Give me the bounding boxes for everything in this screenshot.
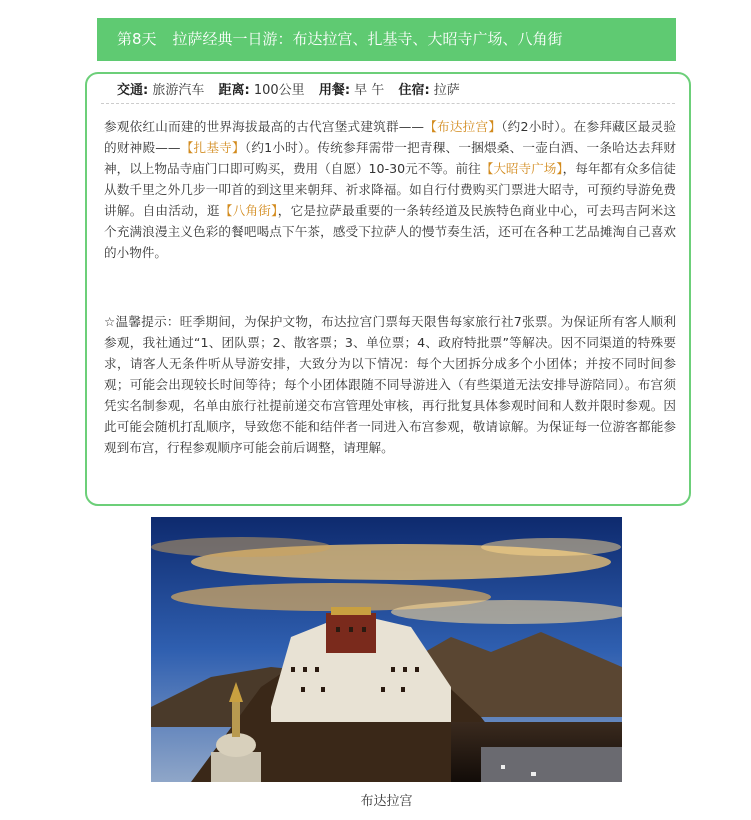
day-banner bbox=[97, 18, 676, 61]
transport-value: 旅游汽车 bbox=[152, 83, 205, 98]
highlight-barkhor: 【八角街】 bbox=[219, 203, 278, 218]
potala-photo bbox=[151, 517, 622, 782]
highlight-potala: 【布达拉宫】 bbox=[424, 119, 502, 134]
itinerary-paragraph bbox=[104, 116, 676, 263]
distance-value: 100公里 bbox=[253, 83, 305, 98]
highlight-zhaji: 【扎基寺】 bbox=[180, 140, 245, 155]
meta-row bbox=[117, 82, 470, 100]
day-title: 拉萨经典一日游：布达拉宫、扎基寺、大昭寺广场、八角街 bbox=[172, 30, 563, 48]
meals-value: 早 午 bbox=[354, 83, 385, 98]
paragraph-text: （约2小时）。在参拜藏区最灵验的财神殿—— bbox=[104, 119, 677, 155]
paragraph-text: ，每年都有众多信徒从数千里之外几步一叩首的到这里来朝拜、祈求降福。如自行付费购买门票进大昭寺，可预约导游免费讲解。自由活动，逛 bbox=[104, 161, 676, 218]
highlight-jokhang-square: 【大昭寺广场】 bbox=[480, 161, 563, 176]
photo-caption: 布达拉宫 bbox=[360, 794, 413, 809]
paragraph-text: （约1小时）。传统参拜需带一把青稞、一捆煨桑、一壶白酒、一条哈达去拜财神，以上物品寺庙门口即可购买，费用（自愿）10-30元不等。前往 bbox=[104, 140, 677, 176]
potala-palace-image bbox=[151, 517, 622, 782]
tips-paragraph: ☆温馨提示：旺季期间，为保护文物，布达拉宫门票每天限售每家旅行社7张票。为保证所有客人顺利参观，我社通过“1、团队票；2、散客票；3、单位票；4、政府特批票”等解决。因不同渠道的特殊要求，请客人无条件听从导游安排，大致分为以下情况：每个大团拆分成多个小团体；并按不同时间参观；可能会出现较长时间等待；每个小团体跟随不同导游进入（有些渠道无法安排导游陪同）。布宫须凭实名制参观，名单由旅行社提前递交布宫管理处审核，再行批复具体参观时间和人数并限时参观。因此可能会随机打乱顺序，导致您不能和结伴者一同进入布宫参观，敬请谅解。为保证每一位游客都能参观到布宫，行程参观顺序可能会前后调整，请理解。 bbox=[104, 314, 676, 455]
paragraph-text: ，它是拉萨最重要的一条转经道及民族特色商业中心，可去玛吉阿米这个充满浪漫主义色彩的餐吧喝点下午茶，感受下拉萨人的慢节奏生活，还可在各种工艺品摊淘自己喜欢的小物件。 bbox=[104, 203, 677, 260]
lodging-value: 拉萨 bbox=[433, 83, 460, 98]
meta-divider bbox=[101, 103, 675, 104]
day-number: 第8天 bbox=[117, 30, 157, 48]
distance-label: 距离: bbox=[218, 83, 250, 98]
transport-label: 交通: bbox=[117, 83, 149, 98]
meals-label: 用餐: bbox=[318, 83, 351, 98]
lodging-label: 住宿: bbox=[398, 83, 430, 98]
paragraph-text: 参观依红山而建的世界海拔最高的古代宫堡式建筑群—— bbox=[104, 119, 424, 134]
itinerary-box bbox=[85, 72, 691, 506]
